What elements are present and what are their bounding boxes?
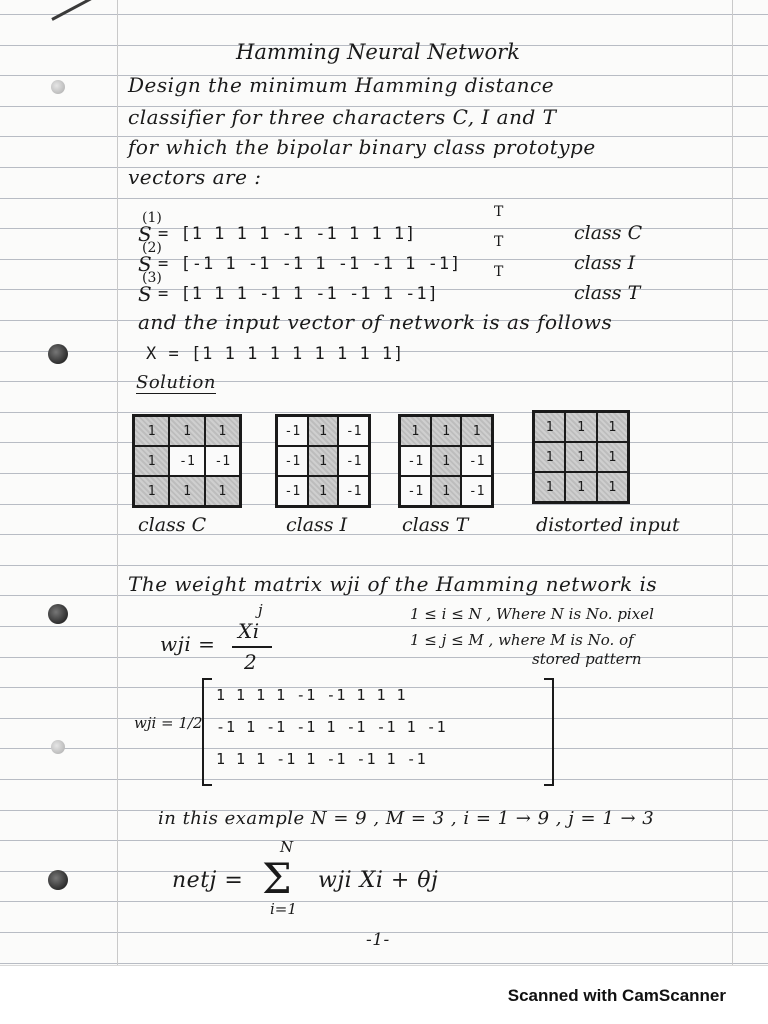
transpose-mark: T	[494, 264, 504, 280]
ruled-line	[0, 442, 768, 443]
grid-label: distorted input	[536, 514, 680, 536]
input-vector: X = [1 1 1 1 1 1 1 1 1]	[146, 344, 405, 364]
grid-cell: -1	[338, 446, 369, 476]
grid-cell: 1	[431, 446, 462, 476]
ruled-line	[0, 565, 768, 566]
net-formula-lhs: netj =	[172, 868, 244, 893]
sigma-lower-limit: i=1	[270, 900, 297, 918]
grid-cell: -1	[461, 446, 492, 476]
grid-cell: 1	[597, 412, 628, 442]
matrix-lhs: wji = 1/2	[134, 714, 203, 732]
prototype-index: (3)	[142, 270, 162, 286]
grid-cell: 1	[534, 442, 565, 472]
weight-text: The weight matrix wji of the Hamming network is	[128, 572, 658, 596]
fraction-line	[232, 646, 272, 648]
ruled-line	[0, 901, 768, 902]
solution-label: Solution	[136, 372, 216, 393]
ruled-line	[0, 473, 768, 474]
grid-cell: 1	[169, 476, 204, 506]
ruled-line	[0, 504, 768, 505]
page-number: -1-	[366, 930, 390, 950]
grid-cell: 1	[461, 416, 492, 446]
grid-label: class I	[286, 514, 348, 536]
ruled-line	[0, 626, 768, 627]
grid-cell: -1	[338, 416, 369, 446]
grid-label: class C	[138, 514, 207, 536]
grid-cell: -1	[277, 446, 308, 476]
sigma-icon: Σ	[262, 854, 292, 903]
punch-hole	[48, 870, 68, 890]
grid-cell: 1	[431, 416, 462, 446]
ruled-line	[0, 748, 768, 749]
ruled-line	[0, 198, 768, 199]
grid-cell: -1	[205, 446, 240, 476]
grid-cell: 1	[534, 472, 565, 502]
grid-cell: 1	[597, 472, 628, 502]
ruled-line	[0, 412, 768, 413]
prototype-index: (2)	[142, 240, 162, 256]
grid-cell: 1	[169, 416, 204, 446]
prototype-vector: = [-1 1 -1 -1 1 -1 -1 1 -1]	[158, 254, 462, 274]
page-title: Hamming Neural Network	[236, 40, 520, 64]
problem-line-3: for which the bipolar binary class prototype	[128, 135, 596, 159]
grid-2	[398, 414, 494, 508]
grid-0	[132, 414, 242, 508]
grid-cell: 1	[308, 476, 339, 506]
grid-cell: 1	[308, 446, 339, 476]
grid-label: class T	[402, 514, 469, 536]
grid-cell: 1	[205, 476, 240, 506]
punch-hole	[48, 344, 68, 364]
matrix-row: 1 1 1 -1 1 -1 -1 1 -1	[216, 750, 427, 768]
grid-cell: 1	[431, 476, 462, 506]
grid-cell: -1	[277, 476, 308, 506]
ruled-line	[0, 779, 768, 780]
grid-cell: -1	[338, 476, 369, 506]
condition-2: 1 ≤ j ≤ M , where M is No. of	[410, 631, 634, 649]
transpose-mark: T	[494, 234, 504, 250]
prototype-symbol: S	[138, 282, 153, 306]
problem-line-1: Design the minimum Hamming distance	[128, 73, 555, 97]
punch-hole	[48, 604, 68, 624]
transpose-mark: T	[494, 204, 504, 220]
punch-hole	[51, 740, 65, 754]
condition-3: stored pattern	[532, 650, 642, 668]
grid-cell: -1	[461, 476, 492, 506]
grid-cell: 1	[400, 416, 431, 446]
scanner-watermark: Scanned with CamScanner	[507, 986, 726, 1005]
problem-line-4: vectors are :	[128, 165, 262, 189]
ruled-line	[0, 840, 768, 841]
ruled-line	[0, 14, 768, 15]
grid-cell: -1	[400, 476, 431, 506]
grid-cell: 1	[534, 412, 565, 442]
grid-cell: -1	[400, 446, 431, 476]
weight-formula-numerator: Xi	[238, 619, 260, 643]
matrix-row: -1 1 -1 -1 1 -1 -1 1 -1	[216, 718, 447, 736]
ruled-line	[0, 657, 768, 658]
pen-mark	[51, 0, 91, 21]
prototype-class-label: class I	[574, 252, 636, 274]
grid-cell: 1	[134, 446, 169, 476]
prototype-class-label: class C	[574, 222, 643, 244]
weight-formula-lhs: wji =	[160, 632, 216, 656]
grid-3	[532, 410, 630, 504]
grid-cell: 1	[597, 442, 628, 472]
prototype-vector: = [1 1 1 -1 1 -1 -1 1 -1]	[158, 284, 439, 304]
punch-hole	[51, 80, 65, 94]
example-text: in this example N = 9 , M = 3 , i = 1 → 9 , j = 1 → 3	[158, 808, 655, 829]
sigma-upper-limit: N	[280, 838, 294, 856]
grid-cell: 1	[565, 412, 596, 442]
matrix-row: 1 1 1 1 -1 -1 1 1 1	[216, 686, 407, 704]
weight-formula-superscript: j	[258, 601, 263, 619]
ruled-line	[0, 167, 768, 168]
weight-formula-denominator: 2	[244, 650, 258, 674]
prototype-symbol: S	[138, 252, 153, 276]
grid-cell: 1	[565, 472, 596, 502]
grid-cell: 1	[205, 416, 240, 446]
prototype-symbol: S	[138, 222, 153, 246]
grid-cell: 1	[134, 476, 169, 506]
grid-cell: 1	[134, 416, 169, 446]
grid-1	[275, 414, 371, 508]
grid-cell: 1	[308, 416, 339, 446]
ruled-line	[0, 963, 768, 964]
grid-cell: -1	[277, 416, 308, 446]
prototype-index: (1)	[142, 210, 162, 226]
input-text: and the input vector of network is as follows	[138, 310, 613, 334]
net-formula-rhs: wji Xi + θj	[318, 868, 439, 893]
prototype-vector: = [1 1 1 1 -1 -1 1 1 1]	[158, 224, 417, 244]
prototype-class-label: class T	[574, 282, 641, 304]
ruled-line	[0, 381, 768, 382]
matrix-right-bracket	[544, 678, 554, 786]
grid-cell: 1	[565, 442, 596, 472]
grid-cell: -1	[169, 446, 204, 476]
condition-1: 1 ≤ i ≤ N , Where N is No. pixel	[410, 605, 654, 623]
matrix-left-bracket	[202, 678, 212, 786]
problem-line-2: classifier for three characters C, I and T	[128, 105, 557, 129]
left-margin-line	[117, 0, 118, 965]
right-margin-line	[732, 0, 733, 965]
